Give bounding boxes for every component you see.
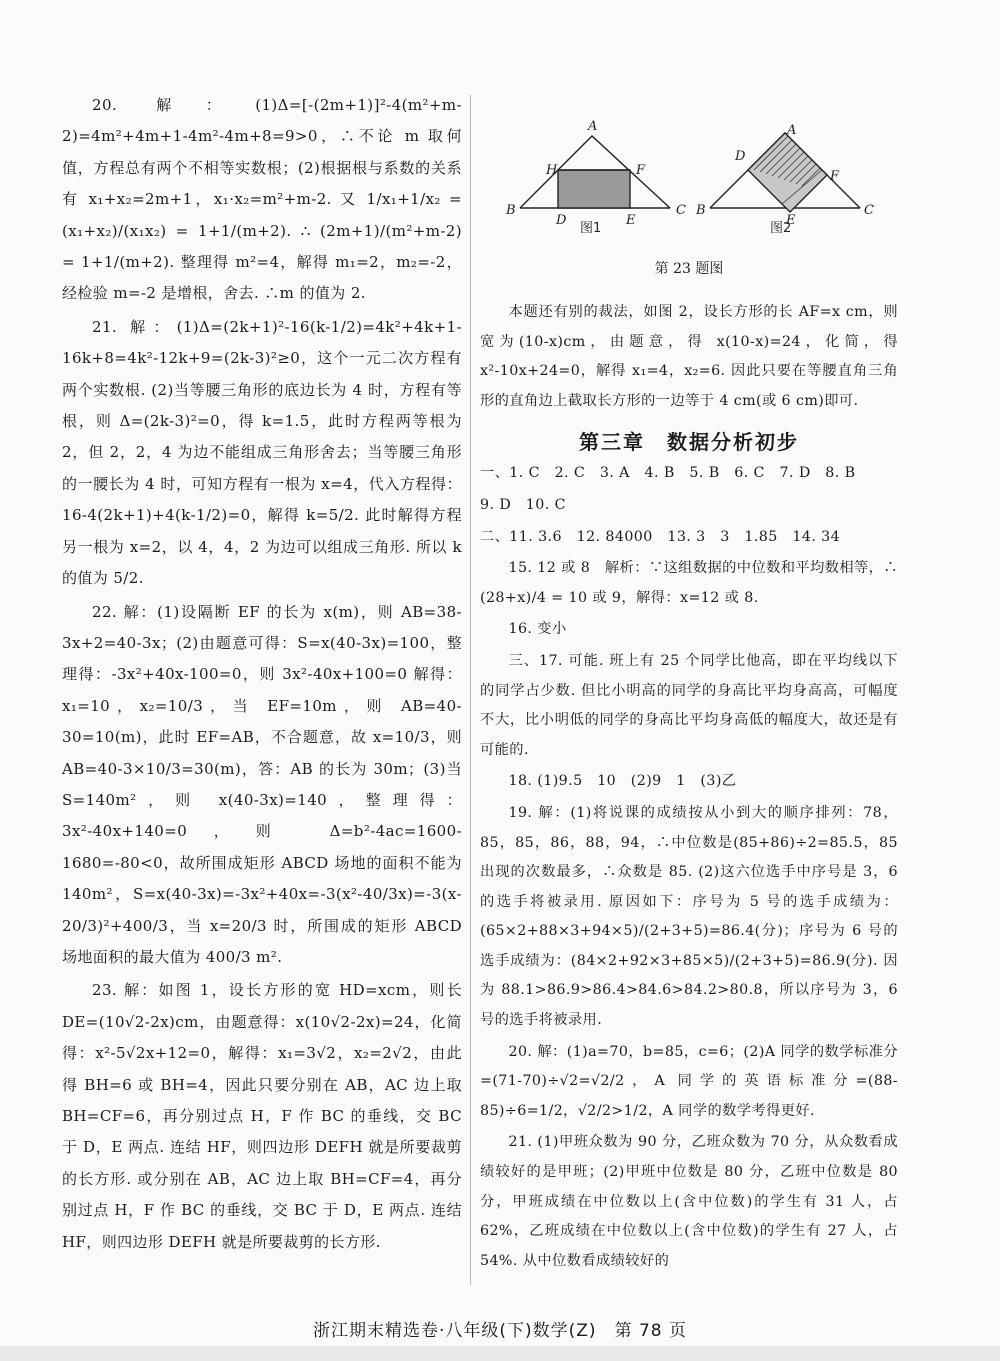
fill-in-answers: 二、11. 3.6 12. 84000 13. 3 3 1.85 14. 34 xyxy=(480,528,841,545)
page-footer: 浙江期末精选卷·八年级(下)数学(Z) 第 78 页 xyxy=(312,1321,688,1341)
fig2-caption: 图2 xyxy=(770,221,792,236)
answer-20-stats: 20. 解：(1)a=70，b=85，c=6；(2)A 同学的数学标准分=(71-70)÷√2=√2/2，A 同学的英语标准分=(88-85)÷6=1/2，√2/2>1/2，A 同学的数学考得更好. xyxy=(480,1043,898,1119)
answer-23-continued: 本题还有别的裁法，如图 2，设长方形的长 AF=x cm，则宽为(10-x)cm，由题意，得 x(10-x)=24，化简，得 x²-10x+24=0，解得 x₁=4，x₂=6. 因此只要在等腰直角三角形的直角边上截取长方形的一边等于 4 cm(或 6 cm)即可. xyxy=(480,304,898,409)
answer-20: 20. 解：(1)Δ=[-(2m+1)]²-4(m²+m-2)=4m²+4m+1-4m²-4m+8=9>0，∴不论 m 取何值，方程总有两个不相等实数根；(2)根据根与系数的关系有 x₁+x₂=2m+1，x₁·x₂=m²+m-2. 又 1/x₁+1/x₂ = (x₁+x₂)/(x₁x₂) = 1+1/(m+2). ∴ (2m+1)/(m²+m-2) = 1+1/(m+2). 整理得 m²=4，解得 m₁=2，m₂=-2，经检验 m=-2 是增根，舍去. ∴m 的值为 2. xyxy=(62,96,462,303)
fig1-label-F: F xyxy=(636,163,646,178)
answer-17: 三、17. 可能. 班上有 25 个同学比他高，即在平均线以下的同学占少数. 但比小明高的同学的身高比平均身高高，可幅度不大，比小明低的同学的身高比平均身高低的幅度大，故还是有可能的. xyxy=(480,652,898,758)
multiple-choice-row-2: 9. D 10. C xyxy=(480,496,566,513)
answer-18: 18. (1)9.5 10 (2)9 1 (3)乙 xyxy=(508,773,737,790)
answer-21: 21. 解：(1)Δ=(2k+1)²-16(k-1/2)=4k²+4k+1-16k+8=4k²-12k+9=(2k-3)²≥0，这个一元二次方程有两个实数根. (2)当等腰三角形的底边长为 4 时，方程有等根，则 Δ=(2k-3)²=0，得 k=1.5，此时方程两等根为 2，但 2，2，4 为边不能组成三角形舍去；当等腰三角形的一腰长为 4 时，可知方程有一根为 x=4，代入方程得：16-4(2k+1)+4(k-1/2)=0，解得 k=5/2. 此时解得方程另一根为 x=2，以 4，4，2 为边可以组成三角形. 所以 k 的值为 5/2. xyxy=(62,317,462,588)
answer-15: 15. 12 或 8 解析：∵这组数据的中位数和平均数相等，∴ (28+x)/4 = 10 或 9，解得：x=12 或 8. xyxy=(480,560,898,606)
fig1-label-C: C xyxy=(676,203,686,218)
answer-23: 23. 解：如图 1，设长方形的宽 HD=xcm，则长 DE=(10√2-2x)cm，由题意得：x(10√2-2x)=24，化简得：x²-5√2x+12=0，解得：x₁=3√2，x₂=2√2，由此得 BH=6 或 BH=4，因此只要分别在 AB，AC 边上取 BH=CF=6，再分别过点 H，F 作 BC 的垂线，交 BC 于 D，E 两点. 连结 HF，则四边形 DEFH 就是所要裁剪的长方形. 或分别在 AB，AC 边上取 BH=CF=4，再分别过点 H，F 作 BC 的垂线，交 BC 于 D，E 两点. 连结 HF，则四边形 DEFH 就是所要裁剪的长方形. xyxy=(62,981,462,1251)
answer-21-stats: 21. (1)甲班众数为 90 分，乙班众数为 70 分，从众数看成绩较好的是甲班；(2)甲班中位数是 80 分，乙班中位数是 80 分，甲班成绩在中位数以上(含中位数)的学生有 31 人，占 62%，乙班成绩在中位数以上(含中位数)的学生有 27 人，占 54%. 从中位数看成绩较好的 xyxy=(480,1134,898,1269)
figure-23-diagram xyxy=(480,108,898,278)
fig1-label-A: A xyxy=(588,119,598,134)
column-divider xyxy=(470,95,471,1285)
fig2-label-B: B xyxy=(696,203,706,218)
fig2-label-A: A xyxy=(787,123,797,138)
right-column xyxy=(480,108,898,1276)
fig1-caption: 图1 xyxy=(580,221,602,236)
fig1-label-H: H xyxy=(546,163,558,178)
answer-22: 22. 解：(1)设隔断 EF 的长为 x(m)，则 AB=38-3x+2=40-3x；(2)由题意可得：S=x(40-3x)=100，整理得：-3x²+40x-100=0，则 3x²-40x+100=0 解得：x₁=10，x₂=10/3，当 EF=10m，则 AB=40-30=10(m)，此时 EF=AB，不合题意，故 x=10/3，则 AB=40-3×10/3=30(m)，答：AB 的长为 30m；(3)当 S=140m²，则 x(40-3x)=140，整理得：3x²-40x+140=0，则 Δ=b²-4ac=1600-1680=-80<0，故所围成矩形 ABCD 场地的面积不能为 140m²，S=x(40-3x)=-3x²+40x=-3(x²-40/3x)=-3(x-20/3)²+400/3，当 x=20/3 时，所围成的矩形 ABCD 场地面积的最大值为 400/3 m². xyxy=(62,602,462,966)
left-column xyxy=(62,90,462,1258)
fig2-label-E: E xyxy=(786,213,796,228)
figure-23-title: 第 23 题图 xyxy=(654,261,724,277)
fig1-label-D: D xyxy=(556,213,567,228)
fig2-label-D: D xyxy=(735,149,746,164)
multiple-choice-row-1: 一、1. C 2. C 3. A 4. B 5. B 6. C 7. D 8. B xyxy=(480,465,856,482)
fig2-label-F: F xyxy=(830,169,840,184)
figure-23 xyxy=(480,108,898,298)
answer-19: 19. 解：(1)将说课的成绩按从小到大的顺序排列：78，85，85，86，88，94，∴中位数是(85+86)÷2=85.5，85 出现的次数最多，∴众数是 85. (2)这六位选手中序号是 3，6 的选手将被录用. 原因如下：序号为 5 号的选手成绩为：(65×2+88×3+94×5)/(2+3+5)=86.4(分)；序号为 6 号的选手成绩为：(84×2+92×3+85×5)/(2+3+5)=86.9(分). 因为 88.1>86.9>86.4>84.6>84.2>80.8，所以序号为 3，6 号的选手将被录用. xyxy=(480,804,898,1029)
chapter-title: 第三章 数据分析初步 xyxy=(579,430,799,455)
fig1-label-B: B xyxy=(506,203,516,218)
fig2-label-C: C xyxy=(864,203,874,218)
fig1-label-E: E xyxy=(626,213,636,228)
scan-bottom-edge xyxy=(0,1346,1000,1361)
answer-16: 16. 变小 xyxy=(508,621,567,638)
